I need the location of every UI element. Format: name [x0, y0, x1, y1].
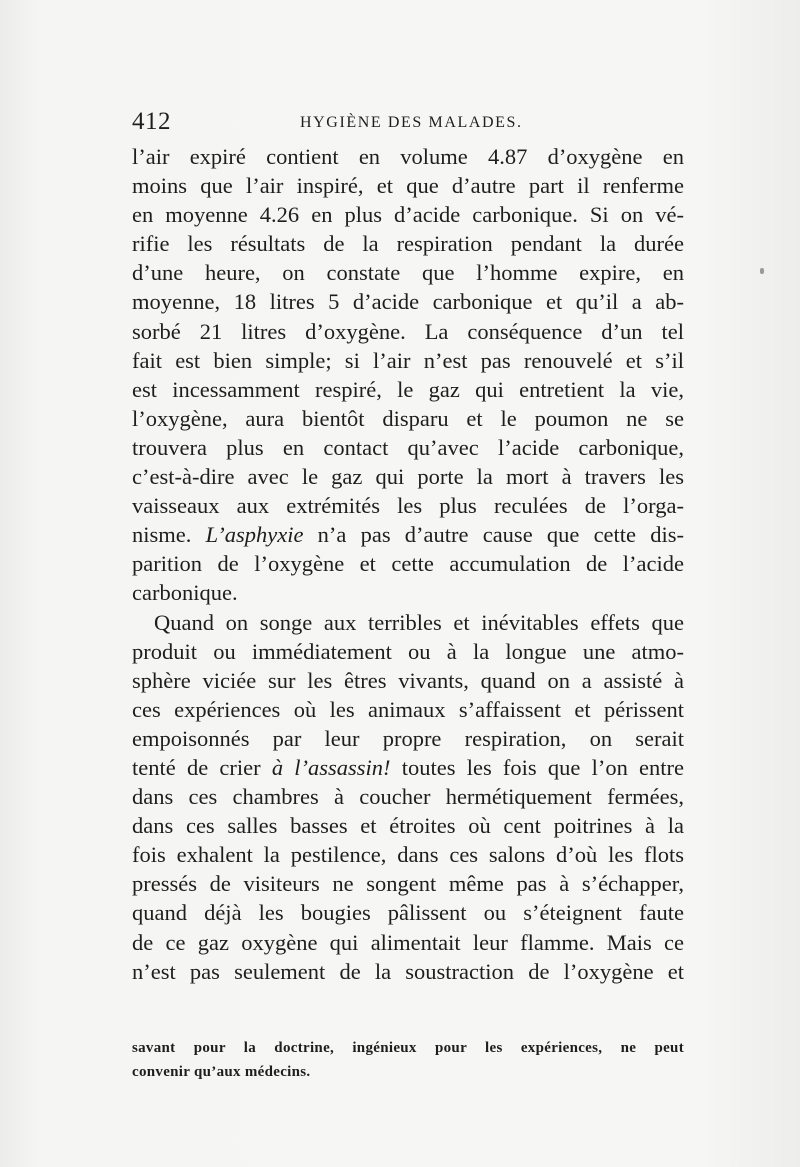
- footnote-line: savant pour la doctrine, ingénieux pour les expériences, ne peut: [132, 1040, 684, 1056]
- text-line: parition de l’oxygène et cette accumulation de l’acide: [132, 551, 684, 577]
- footnote: [132, 1036, 684, 1084]
- text-line: vaisseaux aux extrémités les plus reculées de l’orga-: [132, 493, 684, 519]
- text-line: quand déjà les bougies pâlissent ou s’éteignent faute: [132, 900, 684, 926]
- text-line: fois exhalent la pestilence, dans ces salons d’où les flots: [132, 842, 684, 868]
- line-text: toutes les fois que l’on entre: [390, 754, 685, 780]
- text-line: d’une heure, on constate que l’homme expire, en: [132, 260, 684, 286]
- text-line: en moyenne 4.26 en plus d’acide carbonique. Si on vé-: [132, 202, 684, 228]
- text-line: sorbé 21 litres d’oxygène. La conséquence d’un tel: [132, 318, 684, 344]
- text-line: carbonique.: [132, 580, 238, 606]
- text-line: l’oxygène, aura bientôt disparu et le poumon ne se: [132, 405, 684, 431]
- italic-exclamation: à l’assassin!: [271, 754, 391, 780]
- text-line: pressés de visiteurs ne songent même pas à s’échapper,: [132, 871, 684, 897]
- footnote-line: convenir qu’aux médecins.: [132, 1064, 311, 1080]
- text-line: Quand on songe aux terribles et inévitables effets que: [154, 609, 684, 635]
- text-line: dans ces chambres à coucher hermétiquement fermées,: [132, 784, 684, 810]
- text-line: trouvera plus en contact qu’avec l’acide carbonique,: [132, 434, 684, 460]
- text-line: sphère viciée sur les êtres vivants, quand on a assisté à: [132, 667, 684, 693]
- text-line: de ce gaz oxygène qui alimentait leur flamme. Mais ce: [132, 929, 684, 955]
- text-line: c’est-à-dire avec le gaz qui porte la mort à travers les: [132, 464, 684, 490]
- text-line: est incessamment respiré, le gaz qui entretient la vie,: [132, 376, 684, 402]
- italic-term-asphyxie: L’asphyxie: [205, 522, 304, 548]
- text-line: [132, 520, 684, 549]
- text-line: moins que l’air inspiré, et que d’autre part il renferme: [132, 173, 684, 199]
- page-header: [132, 108, 680, 138]
- text-line: empoisonnés par leur propre respiration, on serait: [132, 725, 684, 751]
- line-text: tenté de crier: [132, 754, 272, 780]
- text-line: fait est bien simple; si l’air n’est pas renouvelé et s’il: [132, 347, 684, 373]
- text-line: produit ou immédiatement ou à la longue une atmo-: [132, 638, 684, 664]
- text-line: moyenne, 18 litres 5 d’acide carbonique et qu’il a ab-: [132, 289, 684, 315]
- body-text: [132, 142, 684, 986]
- running-head: HYGIÈNE DES MALADES.: [300, 114, 523, 131]
- line-text: nisme.: [132, 522, 206, 548]
- paper-speck: [760, 268, 764, 274]
- text-line: dans ces salles basses et étroites où cent poitrines à la: [132, 813, 684, 839]
- line-text: n’a pas d’autre cause que cette dis-: [303, 522, 684, 548]
- text-line: [132, 753, 684, 782]
- text-line: rifie les résultats de la respiration pendant la durée: [132, 231, 684, 257]
- text-line: l’air expiré contient en volume 4.87 d’oxygène en: [132, 144, 684, 169]
- text-line: ces expériences où les animaux s’affaissent et périssent: [132, 696, 684, 722]
- text-line: n’est pas seulement de la soustraction de l’oxygène et: [132, 958, 684, 984]
- page-number: 412: [132, 108, 171, 135]
